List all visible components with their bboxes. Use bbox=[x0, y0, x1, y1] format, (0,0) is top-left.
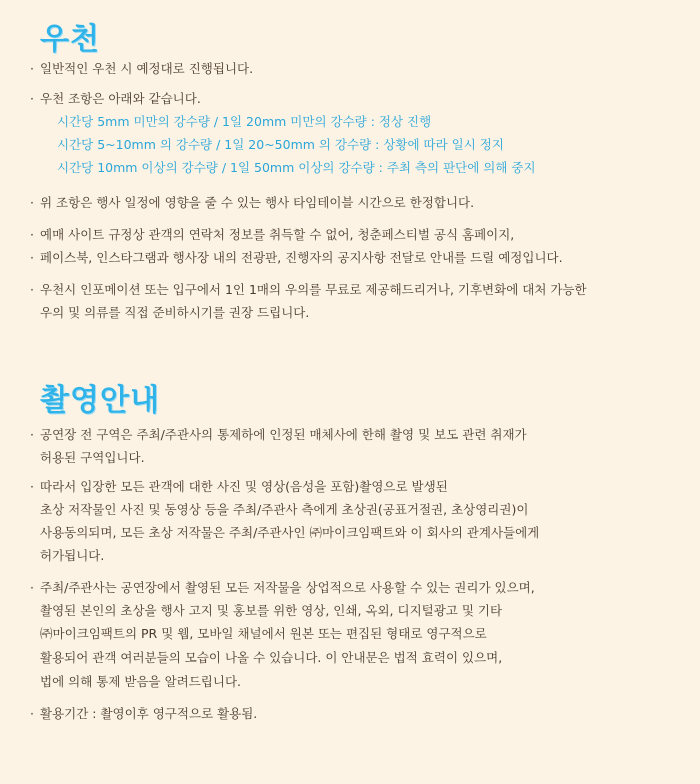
rain-item-3: 위 조항은 행사 일정에 영향을 줄 수 있는 행사 타임테이블 시간으로 한정합니다. bbox=[40, 195, 475, 210]
filming-item-3-line-2: 촬영된 본인의 초상을 행사 고지 및 홍보를 위한 영상, 인쇄, 옥외, 디지털광고 및 기타 bbox=[40, 603, 503, 618]
bullet-marker: · bbox=[30, 580, 34, 595]
bullet-marker: · bbox=[30, 91, 34, 106]
filming-item-4: 활용기간 : 촬영이후 영구적으로 활용됨. bbox=[40, 706, 258, 721]
rain-item-4: 예매 사이트 규정상 관객의 연락처 정보를 취득할 수 없어, 청춘페스티벌 공식 홈페이지, bbox=[40, 227, 515, 242]
filming-item-1-line-2: 허용된 구역입니다. bbox=[40, 450, 145, 465]
rain-condition-2: 시간당 5~10mm 의 강수량 / 1일 20~50mm 의 강수량 : 상황에 따라 일시 정지 bbox=[57, 137, 504, 152]
rain-condition-1: 시간당 5mm 미만의 강수량 / 1일 20mm 미만의 강수량 : 정상 진행 bbox=[57, 114, 432, 129]
bullet-marker: · bbox=[30, 250, 34, 265]
bullet-marker: · bbox=[30, 706, 34, 721]
filming-item-1-line-1: 공연장 전 구역은 주최/주관사의 통제하에 인정된 매체사에 한해 촬영 및 보도 관련 취재가 bbox=[40, 427, 527, 442]
rain-item-1: 일반적인 우천 시 예정대로 진행됩니다. bbox=[40, 61, 254, 76]
bullet-marker: · bbox=[30, 479, 34, 494]
rain-item-5: 페이스북, 인스타그램과 행사장 내의 전광판, 진행자의 공지사항 전달로 안내를 드릴 예정입니다. bbox=[40, 250, 563, 265]
rain-item-6-line-2: 우의 및 의류를 직접 준비하시기를 권장 드립니다. bbox=[40, 305, 310, 320]
filming-item-2-line-2: 초상 저작물인 사진 및 동영상 등을 주최/주관사 측에게 초상권(공표거절권, 초상영리권)이 bbox=[40, 502, 529, 517]
filming-item-3-line-5: 법에 의해 통제 받음을 알려드립니다. bbox=[40, 674, 241, 689]
rain-item-6-line-1: 우천시 인포메이션 또는 입구에서 1인 1매의 우의를 무료로 제공해드리거나, 기후변화에 대처 가능한 bbox=[40, 282, 587, 297]
rain-item-2: 우천 조항은 아래와 같습니다. bbox=[40, 91, 201, 106]
bullet-marker: · bbox=[30, 195, 34, 210]
bullet-marker: · bbox=[30, 227, 34, 242]
filming-item-3-line-4: 활용되어 관객 여러분들의 모습이 나올 수 있습니다. 이 안내문은 법적 효력이 있으며, bbox=[40, 650, 503, 665]
filming-section-title: 촬영안내 bbox=[40, 383, 160, 418]
bullet-marker: · bbox=[30, 427, 34, 442]
filming-item-3-line-1: 주최/주관사는 공연장에서 촬영된 모든 저작물을 상업적으로 사용할 수 있는 권리가 있으며, bbox=[40, 580, 535, 595]
filming-item-3-line-3: ㈜마이크임팩트의 PR 및 웹, 모바일 채널에서 원본 또는 편집된 형태로 영구적으로 bbox=[40, 626, 487, 641]
filming-item-2-line-3: 사용동의되며, 모든 초상 저작물은 주최/주관사인 ㈜마이크임팩트와 이 회사의 관계사들에게 bbox=[40, 525, 540, 540]
filming-item-2-line-1: 따라서 입장한 모든 관객에 대한 사진 및 영상(음성을 포함)촬영으로 발생된 bbox=[40, 479, 448, 494]
rain-section-title: 우천 bbox=[40, 22, 100, 57]
bullet-marker: · bbox=[30, 282, 34, 297]
filming-item-2-line-4: 허가됩니다. bbox=[40, 548, 105, 563]
rain-condition-3: 시간당 10mm 이상의 강수량 / 1일 50mm 이상의 강수량 : 주최 측의 판단에 의해 중지 bbox=[57, 160, 536, 175]
bullet-marker: · bbox=[30, 61, 34, 76]
